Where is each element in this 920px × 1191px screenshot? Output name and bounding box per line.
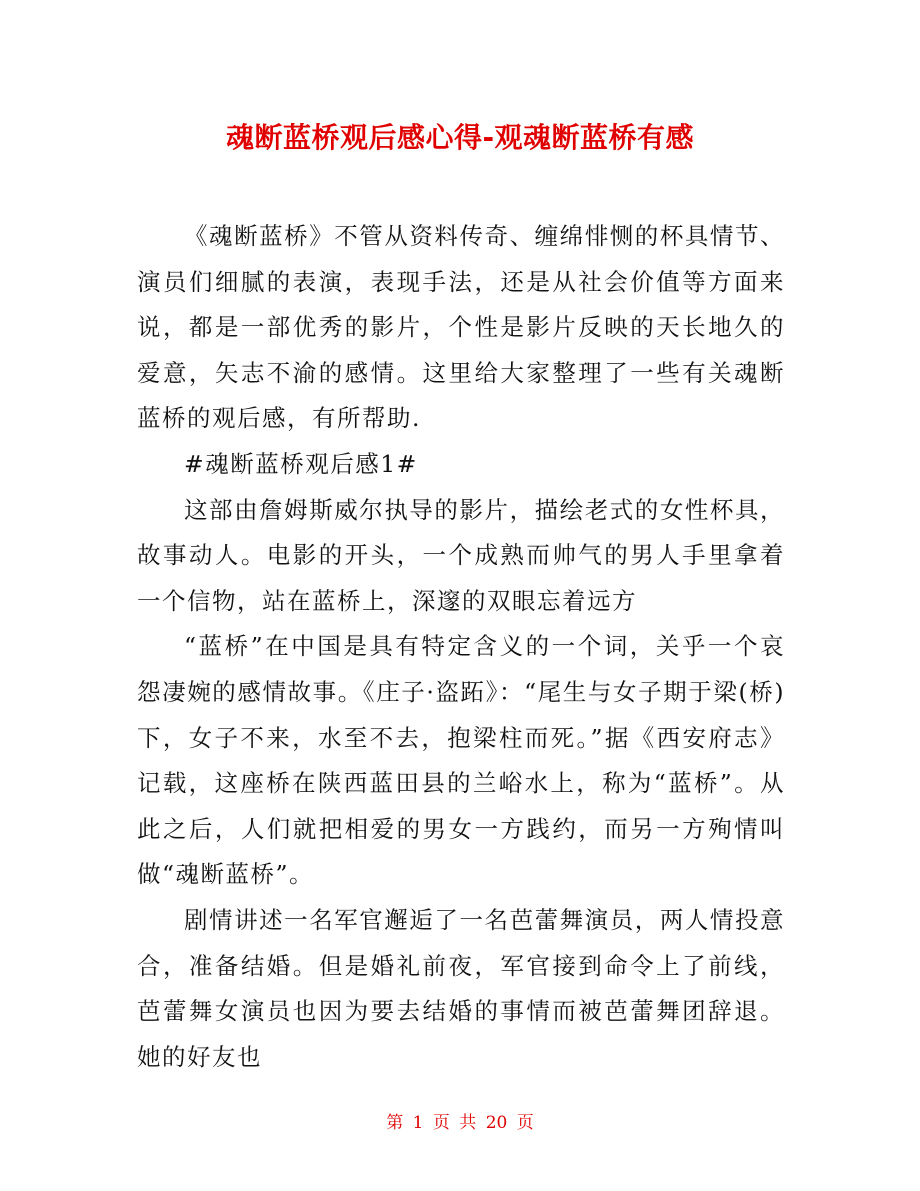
document-body [137,214,785,1080]
paragraph-intro: 《魂断蓝桥》不管从资料传奇、缠绵悱恻的杯具情节、演员们细腻的表演，表现手法，还是从社会价值等方面来说，都是一部优秀的影片，个性是影片反映的天长地久的爱意，矢志不渝的感情。这里给大家整理了一些有关魂断蓝桥的观后感，有所帮助. [137,222,785,433]
paragraph: 剧情讲述一名军官邂逅了一名芭蕾舞演员，两人情投意合，准备结婚。但是婚礼前夜，军官接到命令上了前线，芭蕾舞女演员也因为要去结婚的事情而被芭蕾舞团辞退。她的好友也 [137,905,785,1071]
page-footer: 第 1 页 共 20 页 [386,1113,534,1133]
paragraph: 这部由詹姆斯威尔执导的影片，描绘老式的女性杯具，故事动人。电影的开头，一个成熟而帅气的男人手里拿着一个信物，站在蓝桥上，深邃的双眼忘着远方 [137,495,785,615]
section-heading: #魂断蓝桥观后感1# [184,449,418,478]
page-title: 魂断蓝桥观后感心得-观魂断蓝桥有感 [225,121,695,154]
paragraph: “蓝桥”在中国是具有特定含义的一个词，关乎一个哀怨凄婉的感情故事。《庄子·盗跖》：“尾生与女子期于梁(桥)下，女子不来，水至不去，抱梁柱而死。”据《西安府志》记载，这座桥在陕西蓝田县的兰峪水上，称为“蓝桥”。从此之后，人们就把相爱的男女一方践约，而另一方殉情叫做“魂断蓝桥”。 [137,632,785,889]
